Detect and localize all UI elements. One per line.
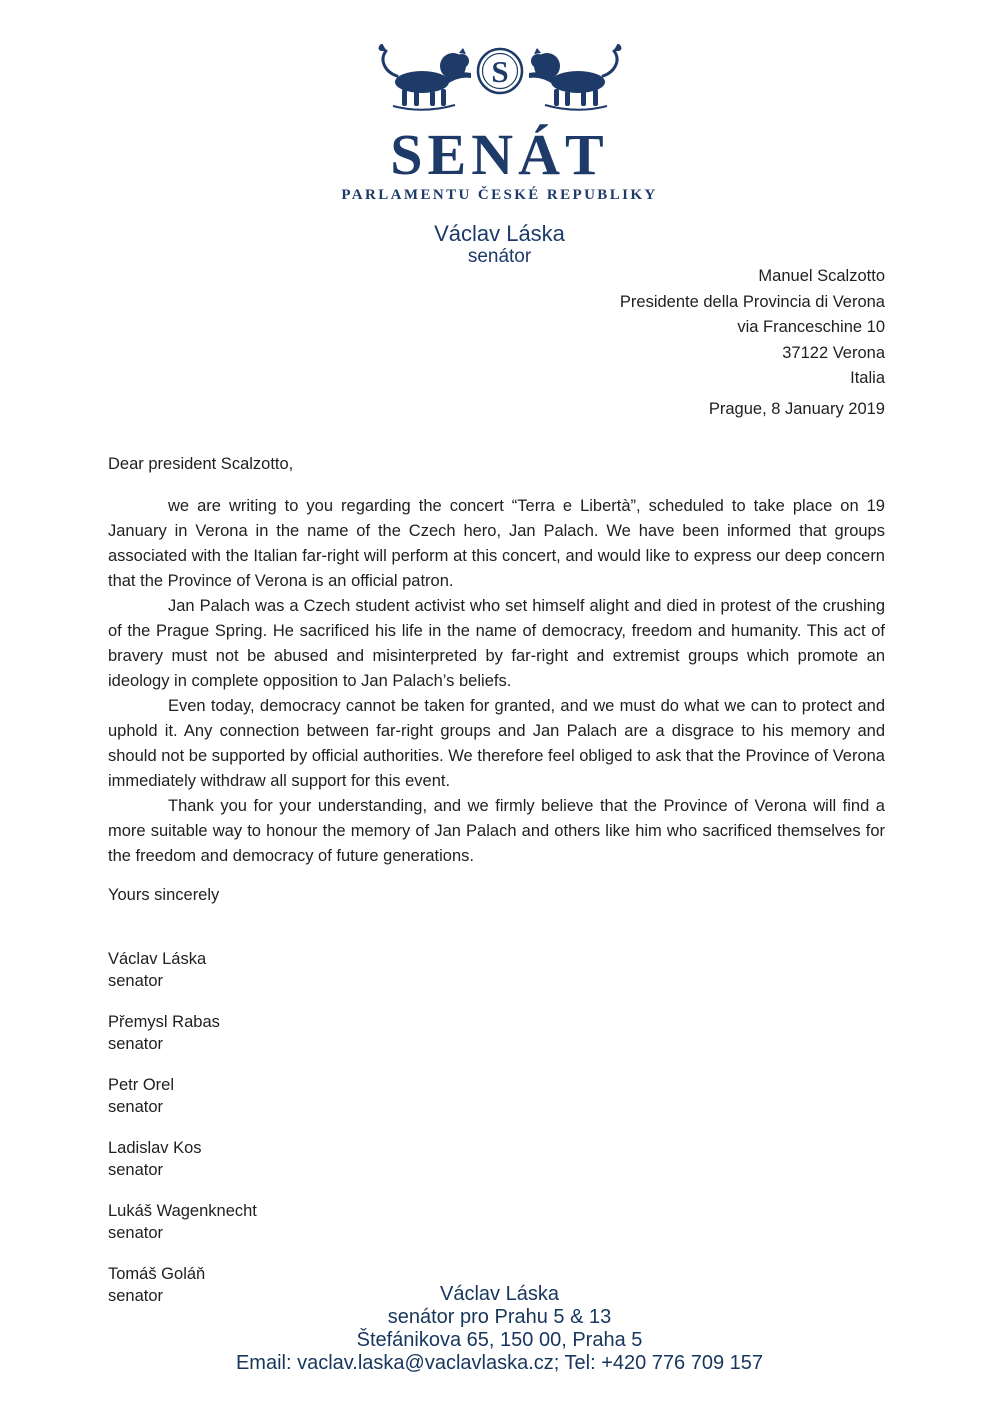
salutation: Dear president Scalzotto,: [108, 454, 294, 473]
footer-contact-block: [0, 1283, 999, 1375]
signature-block: [108, 948, 885, 992]
signature-list: [108, 948, 885, 1307]
recipient-line: Italia: [850, 369, 885, 387]
signature-block: [108, 1074, 885, 1118]
signature-name: Lukáš Wagenknecht: [108, 1201, 257, 1220]
footer-title: senátor pro Prahu 5 & 13: [387, 1306, 612, 1328]
footer-name: Václav Láska: [440, 1283, 559, 1305]
signature-block: [108, 1137, 885, 1181]
recipient-line: Manuel Scalzotto: [758, 267, 885, 285]
sender-name: Václav Láska: [434, 221, 565, 246]
signature-title: senator: [108, 1223, 164, 1242]
footer-address: Štefánikova 65, 150 00, Praha 5: [356, 1329, 643, 1351]
dateline: Prague, 8 January 2019: [708, 399, 885, 418]
signature-block: [108, 1200, 885, 1244]
recipient-line: via Franceschine 10: [737, 318, 885, 336]
letter-body: [108, 494, 885, 869]
signature-name: Ladislav Kos: [108, 1138, 202, 1157]
org-subtitle: PARLAMENTU ČESKÉ REPUBLIKY: [341, 187, 658, 203]
recipient-line: 37122 Verona: [782, 343, 885, 362]
closing: Yours sincerely: [108, 885, 220, 904]
signature-name: Václav Láska: [108, 949, 207, 968]
signature-block: [108, 1011, 885, 1055]
signature-title: senator: [108, 1097, 164, 1116]
body-paragraph: Jan Palach was a Czech student activist who set himself alight and died in protest of the crushing of the Prague Spring. He sacrificed his life in the name of democracy, freedom and humanity. This act of bravery must not be abused and misinterpreted by far-right and extremist groups which promote an ideology in complete opposition to Jan Palach’s beliefs.: [108, 596, 885, 690]
signature-name: Petr Orel: [108, 1075, 175, 1094]
body-paragraph: Thank you for your understanding, and we firmly believe that the Province of Verona will find a more suitable way to honour the memory of Jan Palach and others like him who sacrificed themselves for the freedom and democracy of future generations.: [108, 796, 885, 865]
letterhead: [0, 0, 999, 268]
footer-contact: Email: vaclav.laska@vaclavlaska.cz; Tel: +420 776 709 157: [235, 1352, 764, 1374]
body-paragraph: Even today, democracy cannot be taken for granted, and we must do what we can to protect and uphold it. Any connection between far-right groups and Jan Palach are a disgrace to his memory and should not be supported by official authorities. We therefore feel obliged to ask that the Province of Verona immediately withdraw all support for this event.: [108, 696, 885, 790]
signature-name: Tomáš Goláň: [108, 1264, 206, 1283]
emblem-monogram: S: [490, 54, 509, 89]
body-paragraph: we are writing to you regarding the concert “Terra e Libertà”, scheduled to take place on 19 January in Verona in the name of the Czech hero, Jan Palach. We have been informed that groups associated with the Italian far-right will perform at this concert, and would like to express our deep concern that the Province of Verona is an official patron.: [108, 496, 885, 590]
org-name: SENÁT: [390, 122, 609, 187]
signature-name: Přemysl Rabas: [108, 1012, 220, 1031]
recipient-line: Presidente della Provincia di Verona: [619, 292, 885, 311]
senate-lions-emblem-icon: [375, 44, 625, 126]
signature-title: senator: [108, 1034, 164, 1053]
recipient-address: [108, 264, 885, 392]
signature-title: senator: [108, 971, 164, 990]
signature-title: senator: [108, 1160, 164, 1179]
signature-title: senator: [108, 1286, 164, 1305]
sender-title: senátor: [467, 246, 532, 267]
